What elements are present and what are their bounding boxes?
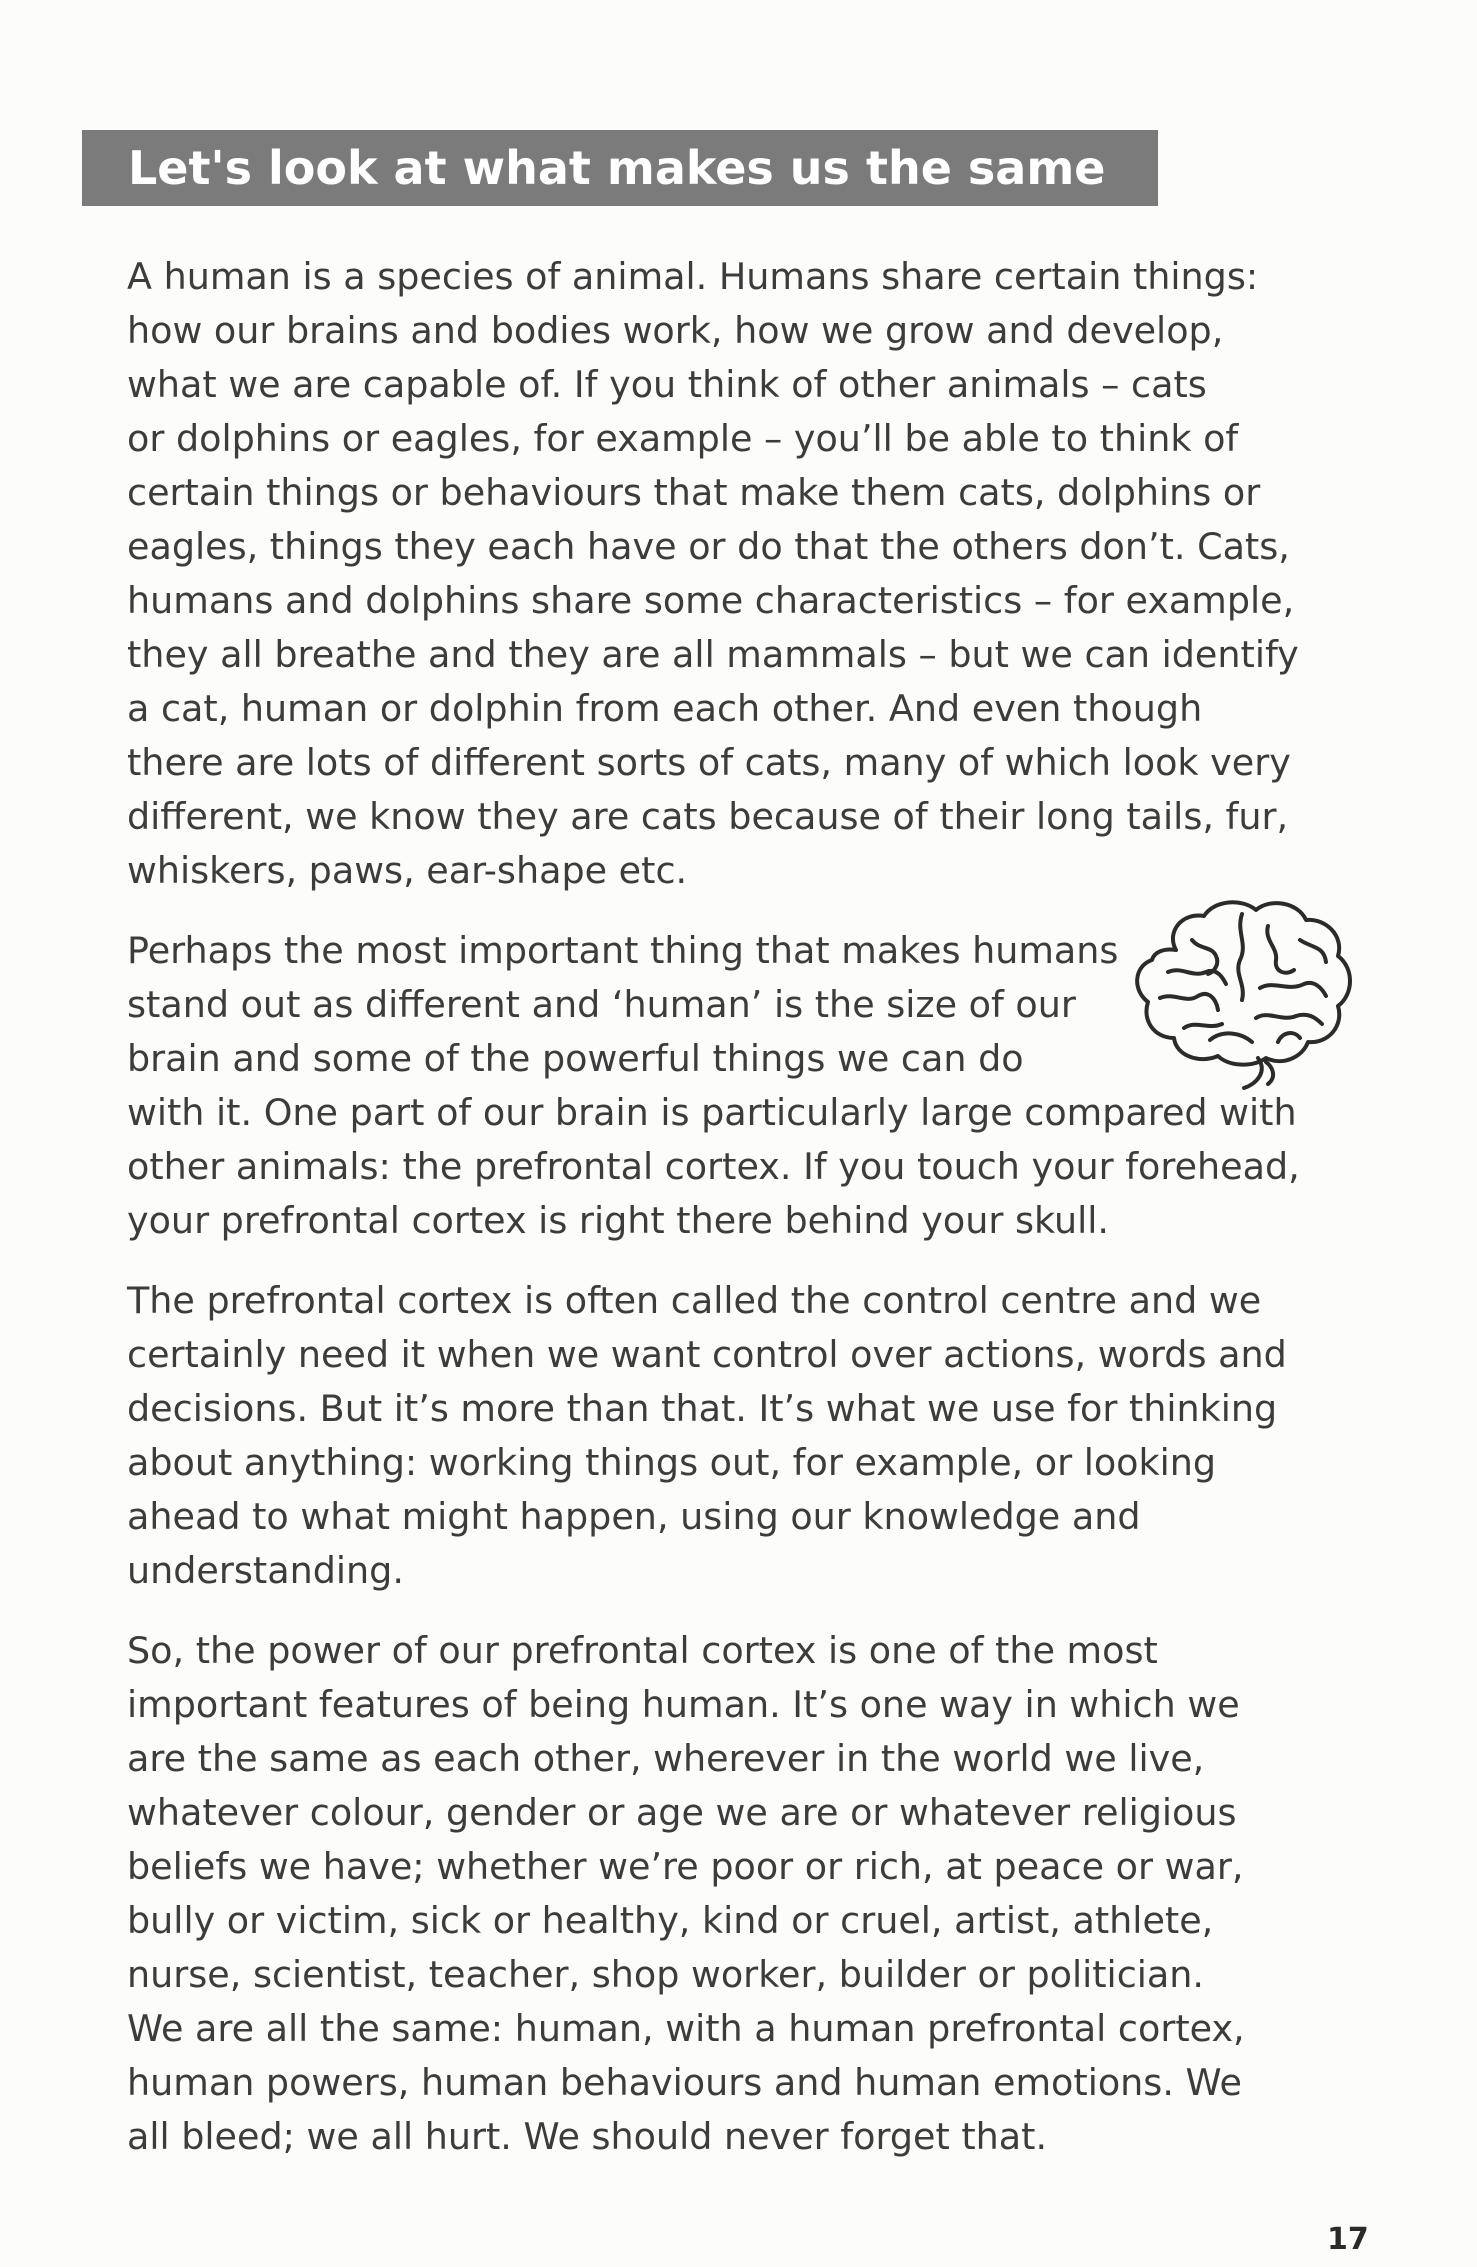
section-heading: Let's look at what makes us the same [128, 141, 1106, 195]
text-line: a cat, human or dolphin from each other. And even though [127, 687, 1203, 730]
page-number: 17 [1327, 2222, 1369, 2257]
text-line: about anything: working things out, for example, or looking [127, 1441, 1217, 1484]
text-line: brain and some of the powerful things we can do [127, 1037, 1024, 1080]
text-line: decisions. But it’s more than that. It’s what we use for thinking [127, 1387, 1278, 1430]
text-line: stand out as different and ‘human’ is the size of our [127, 983, 1076, 1026]
text-line: We are all the same: human, with a human prefrontal cortex, [127, 2007, 1245, 2050]
text-line: all bleed; we all hurt. We should never forget that. [127, 2115, 1048, 2158]
text-line: beliefs we have; whether we’re poor or rich, at peace or war, [127, 1845, 1244, 1888]
text-line: humans and dolphins share some characteristics – for example, [127, 579, 1295, 622]
paragraph [127, 1624, 1297, 2164]
text-line: Perhaps the most important thing that makes humans [127, 929, 1119, 972]
text-line: whatever colour, gender or age we are or whatever religious [127, 1791, 1237, 1834]
text-line: what we are capable of. If you think of other animals – cats [127, 363, 1207, 406]
paragraph [127, 1274, 1297, 1598]
text-line: are the same as each other, wherever in the world we live, [127, 1737, 1205, 1780]
section-heading-bar [82, 130, 1158, 206]
text-line: how our brains and bodies work, how we grow and develop, [127, 309, 1224, 352]
text-line: there are lots of different sorts of cats, many of which look very [127, 741, 1291, 784]
text-line: different, we know they are cats because of their long tails, fur, [127, 795, 1289, 838]
text-line: eagles, things they each have or do that the others don’t. Cats, [127, 525, 1290, 568]
text-line: ahead to what might happen, using our knowledge and [127, 1495, 1141, 1538]
text-line: certainly need it when we want control over actions, words and [127, 1333, 1287, 1376]
text-line: human powers, human behaviours and human emotions. We [127, 2061, 1242, 2104]
text-line: understanding. [127, 1549, 404, 1592]
text-line: whiskers, paws, ear-shape etc. [127, 849, 688, 892]
text-line: The prefrontal cortex is often called the control centre and we [127, 1279, 1262, 1322]
text-line: other animals: the prefrontal cortex. If you touch your forehead, [127, 1145, 1300, 1188]
paragraph [127, 250, 1297, 898]
body-text [127, 250, 1300, 2190]
text-line: bully or victim, sick or healthy, kind or cruel, artist, athlete, [127, 1899, 1214, 1942]
text-line: important features of being human. It’s one way in which we [127, 1683, 1240, 1726]
paragraph [127, 924, 1300, 1248]
text-line: with it. One part of our brain is particularly large compared with [127, 1091, 1297, 1134]
text-line: So, the power of our prefrontal cortex is one of the most [127, 1629, 1158, 1672]
text-line: nurse, scientist, teacher, shop worker, builder or politician. [127, 1953, 1204, 1996]
text-line: or dolphins or eagles, for example – you’ll be able to think of [127, 417, 1239, 460]
text-line: A human is a species of animal. Humans share certain things: [127, 255, 1259, 298]
text-line: certain things or behaviours that make them cats, dolphins or [127, 471, 1261, 514]
text-line: your prefrontal cortex is right there behind your skull. [127, 1199, 1109, 1242]
text-line: they all breathe and they are all mammals – but we can identify [127, 633, 1299, 676]
